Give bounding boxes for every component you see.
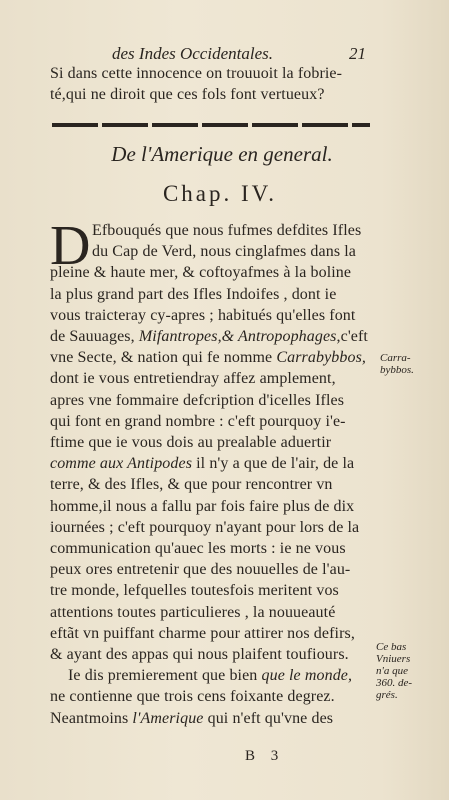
body-line: [92, 222, 361, 240]
body-line-text: communication qu'auec les morts : ie ne vous: [50, 540, 346, 557]
body-line: [50, 328, 368, 346]
body-line-text: il n'y a que de l'air, de la: [192, 455, 355, 473]
body-line-text: de Sauuages,: [50, 328, 139, 345]
body-line: [50, 370, 336, 388]
margin-note-line: n'a que: [376, 665, 408, 677]
body-line-italic: que le monde,: [261, 667, 353, 685]
body-line-text: homme,il nous a fallu par fois faire plus de dix: [50, 497, 355, 515]
section-title: De l'Amerique en general.: [111, 142, 333, 166]
body-line-text: Neantmoins: [50, 709, 133, 727]
body-line: [68, 667, 352, 685]
body-line-text: peux ores entretenir que des nouuelles de l'au-: [50, 561, 351, 579]
body-line-italic: Mifantropes,& Antropophages: [138, 328, 337, 345]
ornamental-rule: [52, 123, 370, 127]
body-line: [50, 710, 333, 728]
running-title: des Indes Occidentales.: [112, 44, 273, 63]
body-line: [50, 625, 355, 643]
margin-note-carrabybbos: [380, 352, 414, 376]
body-line-text: terre, & des Ifles, & que pour rencontrer vn: [50, 476, 333, 494]
body-line-text: vne Secte, & nation qui fe nomme: [50, 349, 277, 367]
body-line: [50, 434, 331, 452]
body-line-text: attentions toutes particulieres , la nouueauté: [50, 603, 336, 621]
body-line-text: qui font en grand nombre : c'eft pourquoy i'e-: [50, 412, 346, 430]
body-line-text: pleine & haute mer, & coftoyafmes à la boline: [50, 264, 352, 282]
body-line-text: & ayant des appas qui nous plaifent toufiours.: [50, 646, 349, 663]
body-line-text: iournées ; c'eft pourquoy n'ayant pour lors de la: [50, 518, 360, 536]
body-line-text: eftãt vn puiffant charme pour attirer nos defirs,: [50, 624, 355, 642]
body-line: [50, 646, 349, 664]
body-line-text: dont ie vous entretiendray affez amplement,: [50, 370, 336, 388]
body-line: [50, 498, 354, 516]
body-line-italic: l'Amerique: [132, 709, 204, 727]
intro-line-1: Si dans cette innocence on trouuoit la fobrie-: [50, 65, 343, 82]
body-line: [92, 243, 356, 261]
body-line: [50, 540, 346, 558]
body-line: [50, 688, 335, 706]
signature-mark: B 3: [245, 748, 285, 764]
intro-line-2: té,qui ne diroit que ces fols font vertueux?: [50, 86, 325, 103]
body-line: [50, 561, 350, 579]
body-line-text: ftime que ie vous dois au prealable aduertir: [50, 434, 332, 451]
body-line-text: Ie dis premierement que bien: [68, 667, 262, 685]
body-line: [50, 307, 355, 325]
body-line-text: Efbouqués que nous fufmes defdites Ifles: [92, 222, 362, 239]
body-line: [50, 519, 359, 537]
body-line-text: vous traicteray cy-apres ; habitués qu'elles font: [50, 306, 356, 324]
body-line: [50, 264, 351, 282]
body-line: [50, 455, 354, 473]
body-line-text: la plus grand part des Ifles Indoifes , dont ie: [50, 285, 337, 303]
margin-note-universe: [376, 641, 412, 701]
body-line: [50, 413, 346, 431]
body-line: [50, 604, 335, 622]
body-line-text: ,c'eft: [336, 328, 368, 345]
margin-note-line: 360. de-: [376, 677, 413, 689]
margin-note-line: bybbos.: [380, 364, 414, 376]
body-line: [50, 286, 336, 304]
margin-note-line: Ce bas: [376, 641, 407, 653]
body-line: [50, 392, 344, 410]
body-line-text: du Cap de Verd, nous cinglafmes dans la: [92, 243, 356, 261]
body-line-italic: comme aux Antipodes: [50, 455, 193, 473]
body-line-text: ne contienne que trois cens foixante degrez.: [50, 688, 335, 706]
body-line-text: qui n'eft qu'vne des: [203, 709, 334, 727]
margin-note-line: grés.: [376, 689, 398, 701]
body-line-text: apres vne fommaire defcription d'icelles Ifles: [50, 391, 345, 409]
body-line-italic: Carrabybbos,: [276, 349, 367, 367]
drop-cap: D: [50, 215, 91, 277]
body-line: [50, 349, 366, 367]
margin-note-line: Carra-: [380, 352, 411, 364]
body-line: [50, 476, 333, 494]
body-line-text: tre monde, lefquelles toutesfois meritent vos: [50, 582, 339, 600]
body-line: [50, 582, 339, 600]
chapter-heading: Chap. IV.: [162, 181, 278, 206]
page-number: 21: [349, 44, 366, 63]
margin-note-line: Vniuers: [376, 653, 411, 665]
